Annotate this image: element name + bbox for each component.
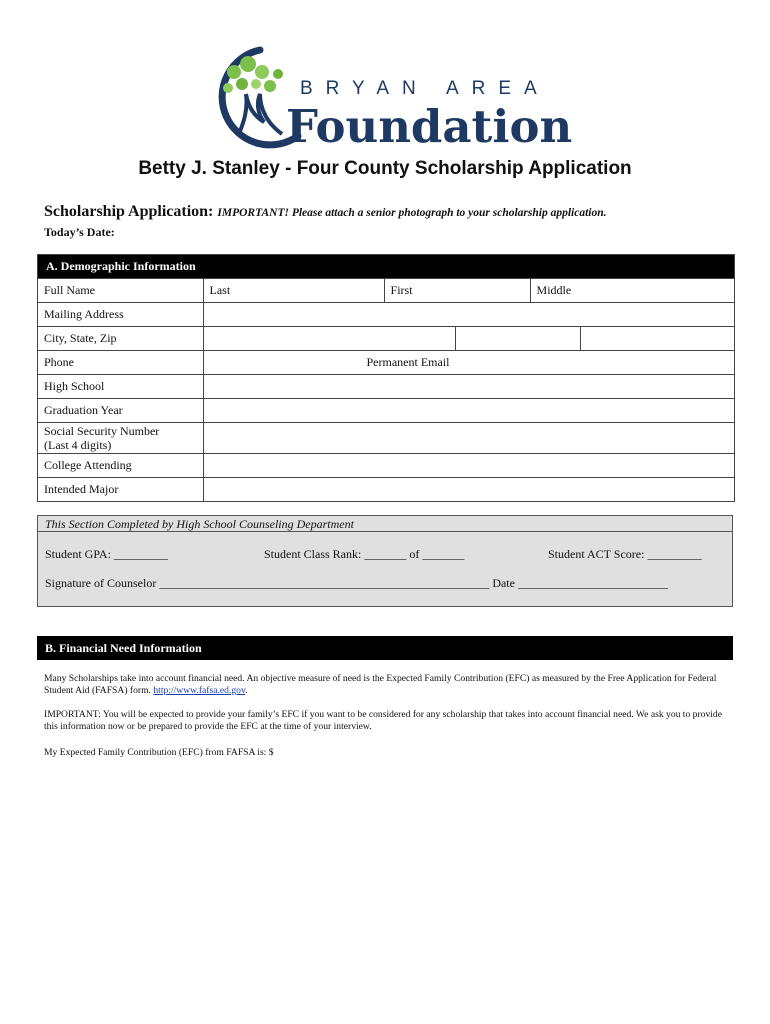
section-a-heading: A. Demographic Information xyxy=(38,255,734,278)
permanent-email-label: Permanent Email xyxy=(366,355,450,369)
intended-major-label: Intended Major xyxy=(38,478,203,502)
table-row xyxy=(38,375,734,399)
phone-email-field[interactable] xyxy=(203,351,734,375)
counselor-signature-line[interactable]: Signature of Counselor _______________________________________________________ Date _________________________ xyxy=(45,576,668,590)
last-name-field[interactable] xyxy=(203,279,384,303)
fafsa-link[interactable]: http://www.fafsa.ed.gov xyxy=(153,685,246,696)
counselor-heading: This Section Completed by High School Counseling Department xyxy=(38,516,732,532)
table-row xyxy=(38,327,734,351)
demographic-section xyxy=(37,254,735,502)
tree-logo-icon xyxy=(198,44,578,153)
state-field[interactable] xyxy=(455,327,580,351)
city-state-zip-label: City, State, Zip xyxy=(38,327,203,351)
efc-important-paragraph: IMPORTANT: You will be expected to provide your family’s EFC if you want to be considered for any scholarship that takes into account financial need. We ask you to provide this information now or be prepared to provide the EFC at the time of your interview. xyxy=(44,709,722,732)
intro-lead: Scholarship Application: xyxy=(44,203,214,220)
financial-need-paragraph: Many Scholarships take into account financial need. An objective measure of need is the Expected Family Contribution (EFC) as measured by the Free Application for Federal Student Aid (FAFSA) form. http://www.fafsa.ed.gov. xyxy=(44,673,717,696)
demographic-table xyxy=(38,278,734,501)
middle-name-label: Middle xyxy=(536,283,572,297)
section-b-heading: B. Financial Need Information xyxy=(37,636,733,660)
first-name-label: First xyxy=(390,283,413,297)
graduation-year-field[interactable] xyxy=(203,399,734,423)
act-score-field[interactable]: Student ACT Score: _________ xyxy=(548,547,702,561)
ssn-label xyxy=(38,423,203,454)
intro-line xyxy=(44,203,607,221)
class-rank-field[interactable]: Student Class Rank: _______ of _______ xyxy=(264,547,465,561)
counselor-section xyxy=(37,515,733,607)
phone-label: Phone xyxy=(38,351,203,375)
college-attending-label: College Attending xyxy=(38,454,203,478)
table-row xyxy=(38,478,734,502)
logo-main-text: Foundation xyxy=(286,100,573,153)
financial-need-text: Many Scholarships take into account financial need. An objective measure of need is the Expected Family Contribution (EFC) as measured by the Free Application for Federal Student Aid (FAFSA) form. xyxy=(44,673,717,696)
middle-name-field[interactable] xyxy=(530,279,734,303)
intro-note: IMPORTANT! Please attach a senior photograph to your scholarship application. xyxy=(217,207,607,219)
table-row xyxy=(38,423,734,454)
city-field[interactable] xyxy=(203,327,455,351)
ssn-field[interactable] xyxy=(203,423,734,454)
foundation-logo xyxy=(198,44,578,153)
last-name-label: Last xyxy=(209,283,231,297)
table-row xyxy=(38,454,734,478)
table-row xyxy=(38,303,734,327)
efc-input-line[interactable]: My Expected Family Contribution (EFC) from FAFSA is: $ xyxy=(44,747,274,758)
student-gpa-field[interactable]: Student GPA: _________ xyxy=(45,547,168,561)
mailing-address-label: Mailing Address xyxy=(38,303,203,327)
zip-field[interactable] xyxy=(580,327,734,351)
mailing-address-field[interactable] xyxy=(203,303,734,327)
ssn-label-line2: (Last 4 digits) xyxy=(44,438,112,452)
table-row xyxy=(38,399,734,423)
graduation-year-label: Graduation Year xyxy=(38,399,203,423)
first-name-field[interactable] xyxy=(384,279,530,303)
intended-major-field[interactable] xyxy=(203,478,734,502)
page-title: Betty J. Stanley - Four County Scholarship Application xyxy=(138,158,632,179)
ssn-label-line1: Social Security Number xyxy=(44,424,160,438)
todays-date-label: Today’s Date: xyxy=(44,225,115,239)
logo-top-text: BRYAN AREA xyxy=(300,78,550,99)
high-school-label: High School xyxy=(38,375,203,399)
full-name-label: Full Name xyxy=(38,279,203,303)
college-attending-field[interactable] xyxy=(203,454,734,478)
table-row xyxy=(38,279,734,303)
high-school-field[interactable] xyxy=(203,375,734,399)
table-row xyxy=(38,351,734,375)
